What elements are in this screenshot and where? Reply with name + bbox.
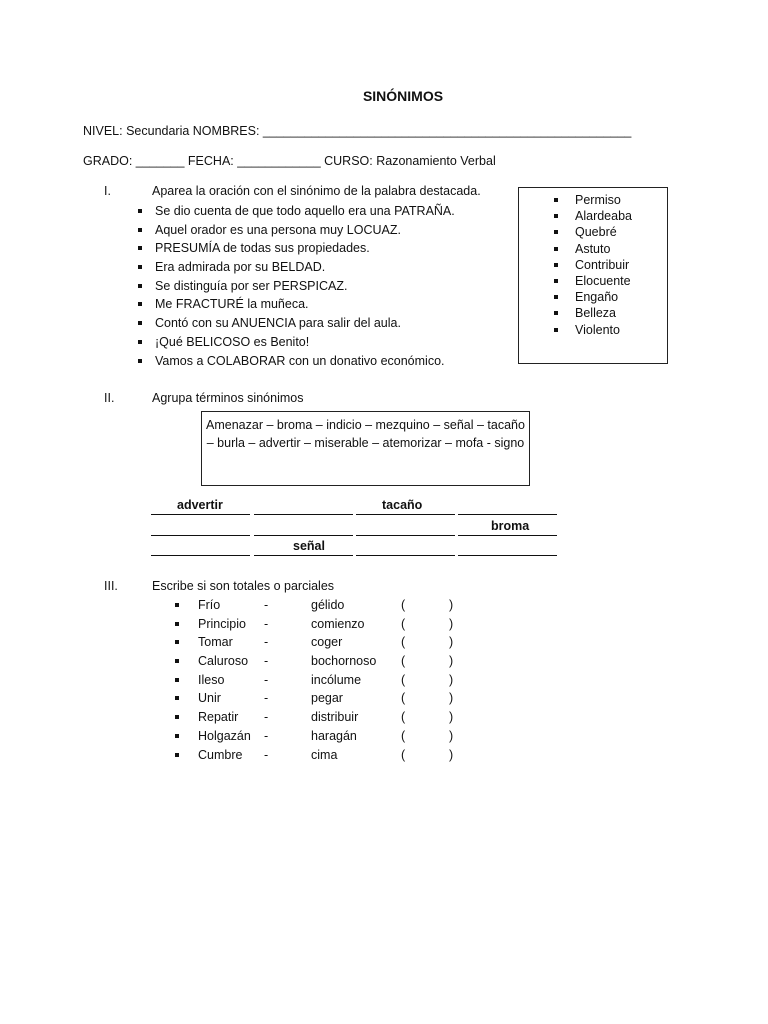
answer-paren-close[interactable]: ) [449,616,454,631]
answer-line[interactable] [151,521,250,536]
pair-word-a: Tomar [198,635,233,650]
option-item: Engaño [554,289,632,305]
answer-line[interactable] [151,541,250,556]
pair-word-b: comienzo [311,616,365,631]
sentence-item: Contó con su ANUENCIA para salir del aula. [138,314,455,333]
pair-dash: - [264,616,269,631]
pair-row [175,615,475,634]
pair-word-a: Caluroso [198,654,249,669]
pair-word-a: Repatir [198,710,239,725]
pair-row [175,689,475,708]
section-3-instruction: Escribe si son totales o parciales [152,579,335,593]
pair-word-b: bochornoso [311,654,377,669]
section-1-number: I. [104,184,111,198]
pair-row [175,708,475,727]
section-1-instruction: Aparea la oración con el sinónimo de la palabra destacada. [152,184,481,198]
answer-line[interactable] [254,500,353,515]
answer-paren-close[interactable]: ) [449,598,454,612]
sentence-item: PRESUMÍA de todas sus propiedades. [138,239,455,258]
section-2-instruction: Agrupa términos sinónimos [152,391,304,405]
group-head-advertir: advertir [177,498,223,512]
pair-dash: - [264,635,269,650]
answer-line[interactable] [458,500,557,515]
option-item: Belleza [554,305,632,321]
section-3-number: III. [104,579,118,593]
pair-dash: - [264,654,269,669]
group-head-tacano: tacaño [382,498,423,512]
pair-row [175,671,475,690]
option-item: Quebré [554,224,632,240]
pair-row [175,596,475,615]
answer-paren-open[interactable]: ( [401,672,406,687]
answer-paren-close[interactable]: ) [449,672,454,687]
answer-paren-open[interactable]: ( [401,616,406,631]
answer-paren-open[interactable]: ( [401,691,406,706]
sentence-list [138,202,455,370]
synonym-options-list [554,192,632,338]
pair-row [175,633,475,652]
pair-row [175,746,475,765]
pair-word-b: distribuir [311,710,359,725]
sentence-item: Se distinguía por ser PERSPICAZ. [138,277,455,296]
pair-word-a: Cumbre [198,747,243,762]
sentence-item: Aquel orador es una persona muy LOCUAZ. [138,221,455,240]
pair-word-a: Principio [198,616,246,631]
header-grado-fecha-curso: GRADO: _______ FECHA: ____________ CURSO: Razonamiento Verbal [83,154,496,168]
pair-row [175,727,475,746]
answer-line[interactable] [458,541,557,556]
answer-paren-close[interactable]: ) [449,747,454,762]
pair-dash: - [264,728,269,743]
sentence-item: Vamos a COLABORAR con un donativo económico. [138,352,455,371]
sentence-item: Me FRACTURÉ la muñeca. [138,295,455,314]
answer-paren-close[interactable]: ) [449,691,454,706]
pair-dash: - [264,747,269,762]
synonym-pairs-list [175,596,475,764]
answer-paren-open[interactable]: ( [401,710,406,725]
pair-dash: - [264,672,269,687]
answer-paren-close[interactable]: ) [449,710,454,725]
pair-word-b: coger [311,635,343,650]
pair-dash: - [264,691,269,706]
answer-paren-open[interactable]: ( [401,635,406,650]
option-item: Elocuente [554,273,632,289]
option-item: Alardeaba [554,208,632,224]
header-nivel-nombres: NIVEL: Secundaria NOMBRES: _____________________________________________________ [83,124,632,138]
pair-word-b: pegar [311,691,343,706]
pair-row [175,652,475,671]
answer-paren-close[interactable]: ) [449,728,454,743]
pair-word-a: Holgazán [198,728,251,743]
option-item: Contribuir [554,257,632,273]
answer-paren-close[interactable]: ) [449,654,454,669]
word-bank-text: Amenazar – broma – indicio – mezquino – señal – tacaño – burla – advertir – miserable – atemorizar – mofa - signo [206,418,525,450]
pair-word-a: Frío [198,598,221,612]
pair-dash: - [264,710,269,725]
answer-paren-open[interactable]: ( [401,728,406,743]
pair-word-b: gélido [311,598,345,612]
answer-line[interactable] [356,541,455,556]
answer-paren-close[interactable]: ) [449,635,454,650]
pair-dash: - [264,598,269,612]
pair-word-a: Ileso [198,672,225,687]
group-head-broma: broma [491,519,530,533]
pair-word-b: cima [311,747,338,762]
answer-line[interactable] [254,521,353,536]
group-head-senal: señal [293,539,325,553]
option-item: Permiso [554,192,632,208]
answer-paren-open[interactable]: ( [401,598,406,612]
sentence-item: Era admirada por su BELDAD. [138,258,455,277]
word-bank-box [201,411,530,486]
answer-paren-open[interactable]: ( [401,747,406,762]
option-item: Astuto [554,241,632,257]
section-2-number: II. [104,391,115,405]
sentence-item: ¡Qué BELICOSO es Benito! [138,333,455,352]
answer-paren-open[interactable]: ( [401,654,406,669]
answer-line[interactable] [356,521,455,536]
sentence-item: Se dio cuenta de que todo aquello era una PATRAÑA. [138,202,455,221]
page-title: SINÓNIMOS [362,88,444,104]
pair-word-b: haragán [311,728,357,743]
pair-word-b: incólume [311,672,362,687]
pair-word-a: Unir [198,691,221,706]
option-item: Violento [554,322,632,338]
